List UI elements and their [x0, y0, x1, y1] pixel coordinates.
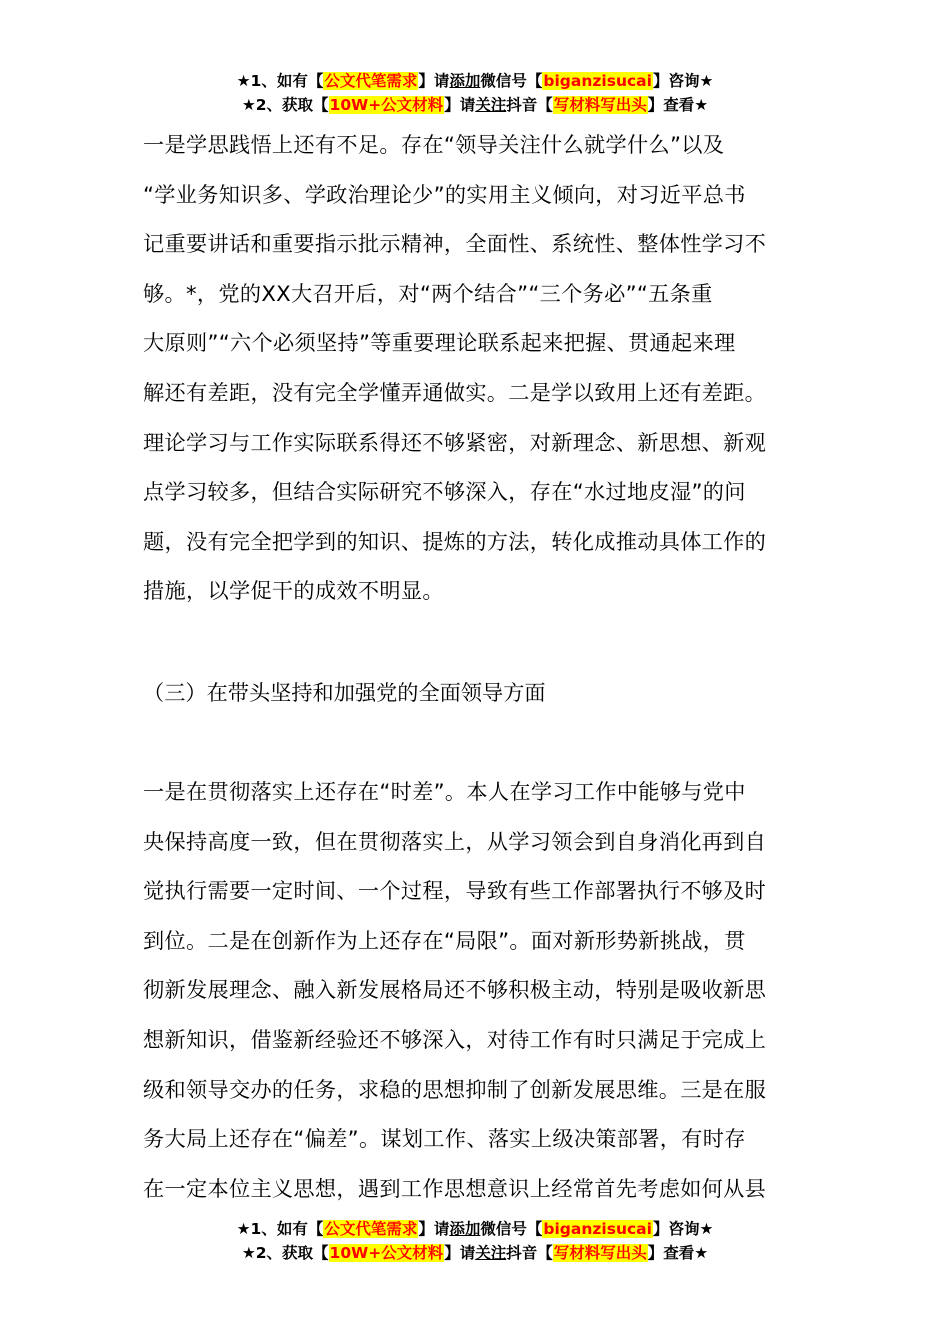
banner-text: ★1、如有【: [236, 72, 324, 90]
text-line: 点学习较多，但结合实际研究不够深入，存在“水过地皮湿”的问: [143, 479, 746, 505]
banner-underlined-text: 关注: [475, 1244, 507, 1262]
banner-underlined-text: 添加: [449, 72, 481, 90]
banner-text: ★2、获取【: [241, 1244, 329, 1262]
banner-highlight: 公文代笔需求: [324, 72, 418, 90]
text-line: 在一定本位主义思想，遇到工作思想意识上经常首先考虑如何从县: [143, 1175, 767, 1201]
paragraph-leadership: [143, 767, 807, 1213]
text-line: 务大局上还存在“偏差”。谋划工作、落实上级决策部署，有时存: [143, 1126, 746, 1152]
text-line: 彻新发展理念、融入新发展格局还不够积极主动，特别是吸收新思: [143, 977, 767, 1003]
text-line: 记重要讲话和重要指示批示精神，全面性、系统性、整体性学习不: [143, 231, 767, 257]
banner-line-2: [0, 93, 950, 117]
paragraph-study: [143, 120, 807, 616]
banner-text: 】请: [418, 1220, 450, 1238]
banner-highlight: 公文代笔需求: [324, 1220, 418, 1238]
header-banner: [0, 69, 950, 117]
banner-highlight: biganzisucai: [543, 1220, 652, 1238]
banner-text: ★1、如有【: [236, 1220, 324, 1238]
text-line: 措施，以学促干的成效不明显。: [143, 578, 444, 604]
text-line: 一是学思践悟上还有不足。存在“领导关注什么就学什么”以及: [143, 132, 725, 157]
banner-highlight: 写材料写出头: [553, 1244, 647, 1262]
section-heading: （三）在带头坚持和加强党的全面领导方面: [143, 680, 546, 705]
banner-highlight: 10W+公文材料: [329, 96, 444, 114]
banner-highlight: 写材料写出头: [553, 96, 647, 114]
text-line: 够。*，党的XX大召开后，对“两个结合”“三个务必”“五条重: [143, 280, 713, 306]
banner-text: 微信号【: [480, 1220, 543, 1238]
text-line: 解还有差距，没有完全学懂弄通做实。二是学以致用上还有差距。: [143, 379, 767, 405]
banner-highlight: 10W+公文材料: [329, 1244, 444, 1262]
text-line: 级和领导交办的任务，求稳的思想抑制了创新发展思维。三是在服: [143, 1076, 767, 1102]
banner-text: 抖音【: [506, 96, 553, 114]
banner-text: 】咨询★: [652, 72, 714, 90]
banner-underlined-text: 添加: [449, 1220, 481, 1238]
banner-line-1: [0, 1217, 950, 1241]
banner-text: 抖音【: [506, 1244, 553, 1262]
banner-line-1: [0, 69, 950, 93]
text-line: “学业务知识多、学政治理论少”的实用主义倾向，对习近平总书: [143, 181, 746, 207]
banner-highlight: biganzisucai: [543, 72, 652, 90]
footer-banner: [0, 1217, 950, 1265]
text-line: 想新知识，借鉴新经验还不够深入，对待工作有时只满足于完成上: [143, 1026, 767, 1052]
text-line: 题，没有完全把学到的知识、提炼的方法，转化成推动具体工作的: [143, 528, 767, 554]
banner-line-2: [0, 1241, 950, 1265]
banner-text: 】请: [444, 1244, 476, 1262]
text-line: 理论学习与工作实际联系得还不够紧密，对新理念、新思想、新观: [143, 429, 767, 455]
banner-text: 】咨询★: [652, 1220, 714, 1238]
banner-text: 微信号【: [480, 72, 543, 90]
banner-text: 】请: [444, 96, 476, 114]
banner-text: ★2、获取【: [241, 96, 329, 114]
banner-text: 】查看★: [647, 1244, 709, 1262]
banner-underlined-text: 关注: [475, 96, 507, 114]
text-line: 大原则”“六个必须坚持”等重要理论联系起来把握、贯通起来理: [143, 330, 736, 356]
text-line: 到位。二是在创新作为上还存在“局限”。面对新形势新挑战，贯: [143, 927, 746, 953]
text-line: 一是在贯彻落实上还存在“时差”。本人在学习工作中能够与党中: [143, 779, 746, 804]
text-line: 央保持高度一致，但在贯彻落实上，从学习领会到自身消化再到自: [143, 828, 767, 854]
banner-text: 】查看★: [647, 96, 709, 114]
text-line: 觉执行需要一定时间、一个过程，导致有些工作部署执行不够及时: [143, 878, 767, 904]
banner-text: 】请: [418, 72, 450, 90]
